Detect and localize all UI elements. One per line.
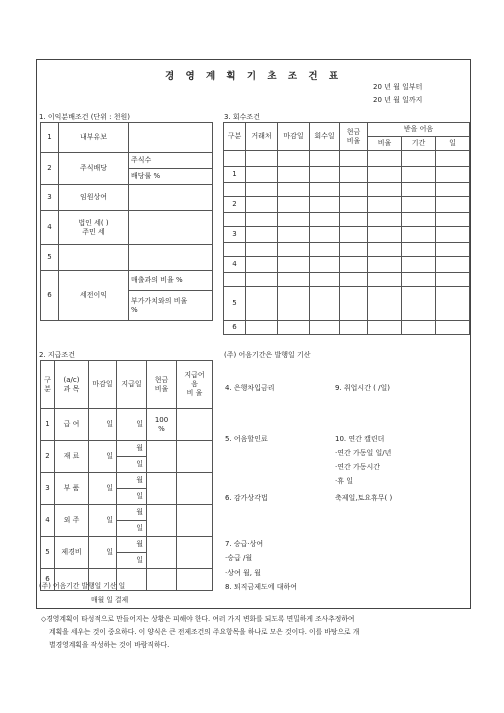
row-number: 2 [224,197,246,213]
table-row [41,409,213,441]
header-closing: 마감일 [278,123,310,151]
table-header-row [41,361,213,409]
row-number: 6 [41,271,59,321]
item-work-hours: 9. 취업시간 ( /일) [335,384,390,392]
row-payday: 일 [117,489,147,505]
table-row [41,441,213,457]
row-number: 4 [224,257,246,273]
header-client: 거래처 [246,123,278,151]
section2-table [40,360,213,591]
table-row [224,243,470,257]
row-payday: 일 [117,457,147,473]
table-row [224,321,470,335]
row-sub-label: 매출과의 비율 % [129,271,213,291]
footer-note: ◇경영계획이 타성적으로 만들어지는 상황은 피해야 한다. 여러 가지 변화를 되도록 면밀하게 조사추정하여 계획을 세우는 것이 중요하다. 이 양식은 큰 전제조건의 주요항목을 하나로 모은 것이다. 이를 바탕으로 개 별경영계획을 작성하는 것이 바람직하다. [41,615,360,649]
row-account: 부 품 [55,473,89,505]
table-row [41,473,213,489]
item-holidays: ·휴 일 [335,477,353,485]
table-row [224,227,470,243]
row-number: 3 [41,185,59,211]
row-item: 법인 세( ) 주민 세 [59,211,129,245]
table-row [224,287,470,321]
section1-heading: 1. 이익분배조건 (단위 : 천원) [39,113,131,121]
row-payday: 일 [117,553,147,569]
row-payday: 월 [117,473,147,489]
row-sub-label: 배당률 % [129,169,213,185]
row-number: 6 [224,321,246,335]
item-raise: ·승급 /월 [225,554,253,562]
table-row [224,213,470,227]
row-closing: 일 [89,537,117,569]
section3-note: (주) 어음기간은 발행일 기산 [224,351,311,359]
row-sub-label: 부가가치와의 비율 % [129,291,213,321]
item-calendar-days: ·연간 가동일 일/년 [335,449,392,457]
row-number: 6 [41,569,55,591]
form-page [36,59,471,649]
section3-table [223,122,470,335]
row-number: 3 [224,227,246,243]
table-row [224,257,470,273]
table-row [41,537,213,553]
row-item: 세전이익 [59,271,129,321]
header-day: 일 [436,137,470,151]
row-payday: 일 [117,409,147,441]
row-value[interactable] [129,185,213,211]
row-number: 2 [41,441,55,473]
section2-note1: (주) 어음기간 발행일 기산 일 [39,582,126,590]
header-bill: 지급어 음 비 율 [177,361,213,409]
header-cash: 현금 비율 [147,361,177,409]
table-row [41,185,213,211]
header-no: 구분 [224,123,246,151]
period-from: 20 년 월 일부터 [373,83,423,91]
header-ratio: 비율 [368,137,402,151]
row-item: 주식배당 [59,153,129,185]
header-closing: 마감일 [89,361,117,409]
item-depreciation: 6. 감가상각법 [225,494,268,502]
item-retirement: 8. 퇴직금제도에 대하여 [225,583,297,591]
row-number: 1 [41,123,59,153]
header-account: (a/c) 과 목 [55,361,89,409]
row-number: 5 [41,245,59,271]
header-no: 구 분 [41,361,55,409]
row-closing: 일 [89,441,117,473]
row-account: 외 주 [55,505,89,537]
row-number: 3 [41,473,55,505]
row-value[interactable] [129,245,213,271]
row-number: 4 [41,211,59,245]
table-row [224,151,470,167]
table-row [224,273,470,287]
row-number: 4 [41,505,55,537]
header-term: 기간 [402,137,436,151]
section2-heading: 2. 지급조건 [39,351,75,359]
row-account: 제경비 [55,537,89,569]
table-row [41,245,213,271]
row-account: 재 료 [55,441,89,473]
table-row [41,505,213,521]
section1-table [40,122,213,321]
row-cash: 100 % [147,409,177,441]
table-row [41,271,213,291]
row-sub-label: 주식수 [129,153,213,169]
row-account: 급 여 [55,409,89,441]
period-to: 20 년 월 일까지 [373,96,423,104]
table-row [41,153,213,169]
row-payday: 월 [117,537,147,553]
item-festival: 축제일,토요휴무( ) [335,494,393,502]
row-item [59,245,129,271]
table-row [41,123,213,153]
section2-note2: 매월 일 결제 [91,596,129,604]
form-title: 경 영 계 획 기 초 조 건 표 [164,71,343,82]
row-value[interactable] [129,123,213,153]
table-row [224,197,470,213]
item-bonus: ·상여 월, 월 [225,569,261,577]
row-number: 5 [41,537,55,569]
row-item: 내부유보 [59,123,129,153]
row-payday: 일 [117,521,147,537]
row-closing: 일 [89,505,117,537]
item-bank-rate: 4. 은행차입금리 [225,384,275,392]
row-payday: 월 [117,505,147,521]
header-bill: 받을 어음 [368,123,470,137]
table-row [41,211,213,245]
row-item: 임원상여 [59,185,129,211]
item-discount: 5. 어음할인료 [225,435,268,443]
table-row [224,167,470,183]
row-number: 5 [224,287,246,321]
row-payday: 월 [117,441,147,457]
row-closing: 일 [89,409,117,441]
row-closing: 일 [89,473,117,505]
table-row [224,183,470,197]
section3-heading: 3. 회수조건 [224,113,260,121]
item-raise-bonus: 7. 승급·상여 [225,540,264,548]
header-collect: 회수일 [310,123,340,151]
item-calendar: 10. 연간 캘린더 [335,435,385,443]
row-number: 2 [41,153,59,185]
item-calendar-hours: ·연간 가동시간 [335,463,381,471]
header-payday: 지급일 [117,361,147,409]
row-number: 1 [224,167,246,183]
row-number: 1 [41,409,55,441]
table-header-row [224,123,470,137]
header-cash: 현금 비율 [340,123,368,151]
row-value[interactable] [129,211,213,245]
